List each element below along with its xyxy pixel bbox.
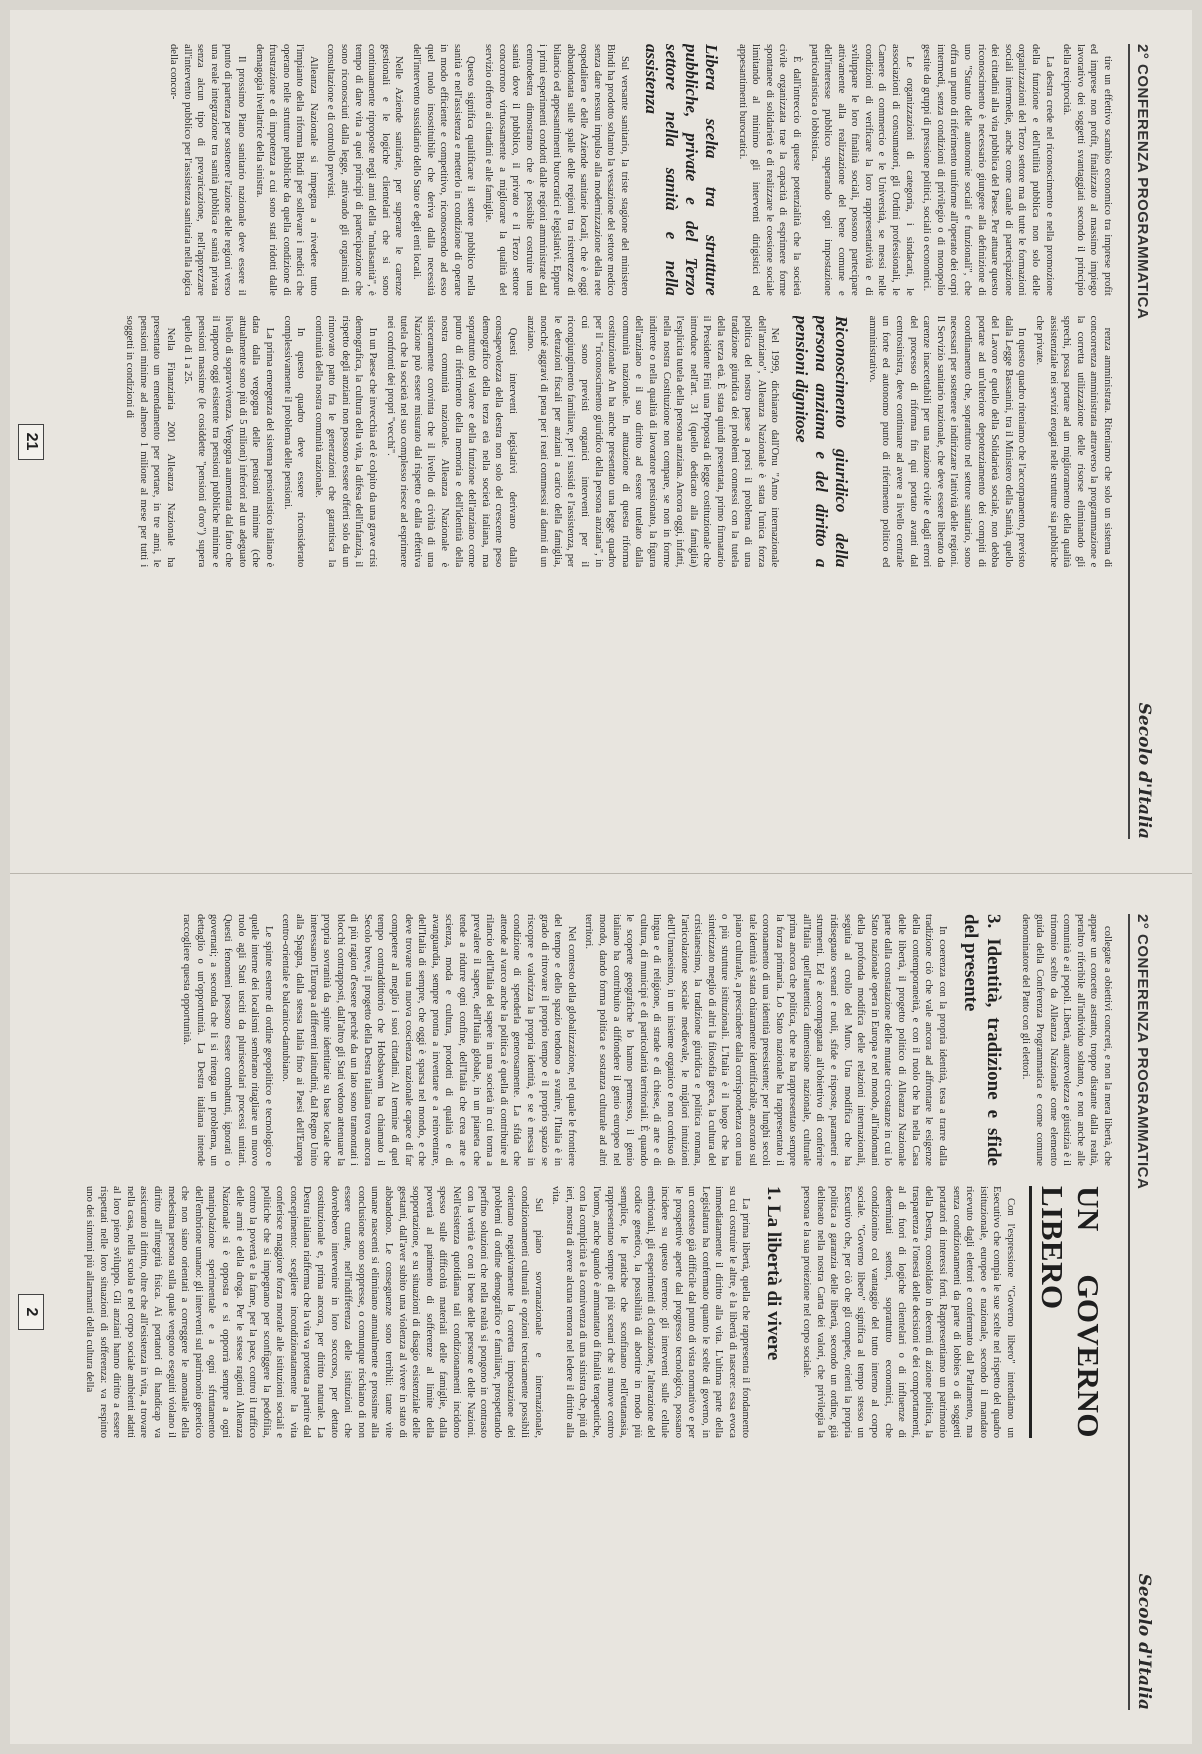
paragraph: Nelle Aziende sanitarie, per superare le carenze gestionali e le logiche clientelari che si sono continuamente riproposte negli anni della "malasanità", è tempo di dare vita a quei principi di partecipazione che sono riconosciuti dalla legge, attivando gli organismi di consultazione e di controllo previsti. <box>325 44 405 296</box>
paragraph: È dall'intreccio di queste potenzialità che la società civile organizzata trae la capacità di esprimere forme spontanee di solidarietà e di realizzare le coesione sociale limitando al minimo gli interventi dirigistici ed appesantimenti burocratici. <box>736 44 802 296</box>
paragraph: Sul piano sovranazionale e internazionale, condizionamenti culturali e opzioni tecnicamente possibili orientano negativamente la corretta impostazione dei problemi di ordine demografico e familiare, prospettando perfino soluzioni che nella realtà si pongono in contrasto con la verità e con il bene delle persone e delle Nazioni. Nell'esistenza quotidiana tali condizionamenti incidono spesso sulle difficoltà materiali delle famiglie, dalla povertà al patimento di sofferenze al limite della sopportazione, e su situazioni di disagio esistenziale delle gestanti, dall'aver subìto una violenza al vivere in stato di abbandono. Le conseguenze sono terribili: tante vite umane nascenti si eliminano annualmente e prossime alla conclusione sono soppresse, o comunque rischiano di non essere curate, nell'indifferenza delle istituzioni che dovrebbero intervenire in loro soccorso, per dettato costituzionale e, prima ancora, per diritto naturale. La Destra italiana riafferma che la vita va protetta a partire dal concepimento: scegliere incondizionatamente la vita conferisce maggiore forza morale alle istituzioni sociali e politiche che si impegnano per sconfiggere la pedofilia, contro la povertà e la fame, per la pace, contro il traffico delle armi e della droga. Per le stesse ragioni Alleanza Nazionale si è opposta e si opporrà sempre a ogni manipolazione sperimentale e a ogni sfruttamento dell'embrione umano: gli interventi sul patrimonio genetico che non siano orientati a correggere le anomalie della medesima persona sulla quale vengono eseguiti violano il diritto all'integrità fisica. Ai portatori di handicap va assicurato il diritto, oltre che all'esistenza in vita, a trovare nella casa, nella scuola e nel corpo sociale ambienti adatti al loro pieno sviluppo. Gli anziani hanno diritto a essere rispettati nelle loro situazioni di sofferenza: va respinto uno dei sintomi più allarmanti della cultura della <box>84 1186 544 1438</box>
section-label: 2° CONFERENZA PROGRAMMATICA <box>1134 914 1151 1190</box>
scanned-sheet <box>10 10 1192 1744</box>
paragraph: In questo quadro riteniamo che l'accorpamento, previsto dalla Legge Bassanini, tra il Ministero della Sanità, quello del Lavoro e quello della Solidarietà sociale, non debba portare ad un'ulteriore depotenziamento dei compiti di coordinamento che, soprattutto nel settore sanitario, sono necessari per sostenere e indirizzare l'attività delle regioni. Il Servizio sanitario nazionale, che deve essere liberato da carenze inaccettabili per una nazione civile e dagli errori del processo di riforma fin qui portato avanti dal centrosinistra, deve continuare ad avere a livello centrale un forte ed autonomo punto di riferimento politico ed amministrativo. <box>866 315 1028 568</box>
paragraph: Nel contesto della globalizzazione, nel quale le frontiere del tempo e dello spazio tendono a svanire, l'Italia è in grado di ritrovare il proprio tempo e il proprio spazio se riscopre e valorizza la propria identità, e se è messa in condizione di spenderla generosamente. La sfida che attende al varco anche la politica è quella di contribuire al rilancio dell'Italia del sapere in una società in cui torna a prevalere il sapere, dell'Italia globale, in un pianeta che tende a ridurre ogni confine, dell'Italia che crea arte e scienza, moda e cultura, prodotti di qualità e di avanguardia, sempre pronta a inventare e a reinventare, dell'Italia di sempre, che oggi è sparsa nel mondo, e che deve trovare una nuova coscienza nazionale capace di far competere al meglio i suoi cittadini. Al termine di quel tempo contraddittorio che Hobsbawm ha chiamato il Secolo breve, il progetto della Destra italiana trova ancora di più ragion d'essere perché da un lato sono tramontati i blocchi contrapposti, dall'altro gli Stati vedono attenuare la propria sovranità da spinte identitarie su base locale che interessano l'Europa a differenti latitudini, dal Regno Unito alla Spagna, dalla stessa Italia fino ai Paesi dell'Europa centro-orientale e balcanico-danubiano. <box>280 914 577 1166</box>
paragraph: Nel 1999, dichiarato dall'Onu "Anno internazionale dell'anziano", Alleanza Nazionale è stata l'unica forza politica del nostro paese a porsi il problema di una tradizione giuridica dei problemi connessi con la tutela della terza età. È stata quindi presentata, primo firmatario il Presidente Fini una Proposta di legge costituzionale che introduce nell'art. 31 (quello dedicato alla famiglia) l'esplicita tutela della persona anziana. Ancora oggi, infatti, nella nostra Costituzione non compare, se non in forme indirette o nella qualità di lavoratore pensionato, la figura dell'anziano e il suo diritto ad essere tutelato dalla comunità nazionale. In attuazione di questa riforma costituzionale An ha anche presentato una legge quadro per il "riconoscimento giuridico della persona anziana", in cui sono previsti organici interventi per il ricongiungimento familiare, per i sussidi e l'assistenza, per le detrazioni fiscali per anziani a carico della famiglia, nonché aggravi di pena per i reati commessi ai danni di un anziano. <box>524 315 781 568</box>
section-heading: 3. Identità, tradizione e sfide del presente <box>959 914 1004 1166</box>
paragraph: Il prossimo Piano sanitario nazionale deve essere il punto di partenza per sostenere l'azione delle regioni verso una reale integrazione tra sanità pubblica e sanità privata senza alcun tipo di prevaricazione, nell'apprezzare all'intervento pubblico per l'assistenza sanitaria nella logica della concor- <box>167 44 247 296</box>
page-number: 2 <box>18 1294 44 1330</box>
paragraph: Questi interventi legislativi derivano dalla consapevolezza della destra non solo del crescente peso demografico della terza età nella società italiana, ma soprattutto del valore e della funzione dell'anziano come punto di riferimento della memoria e dell'identità della nostra comunità nazionale. Alleanza Nazionale è sinceramente convinta che il livello di civiltà di una Nazione può essere misurato dal rispetto e dalla effettiva tutela che la società nel suo complesso riesce ad esprimere nei confronti dei propri "vecchi". <box>384 315 519 568</box>
text-columns <box>74 44 1114 839</box>
paragraph: renza amministrata. Riteniamo che solo un sistema di concorrenza amministrata attraverso la programmazione e la corretta utilizzazione delle risorse eliminando gli sprechi, possa portare ad un miglioramento della qualità assistenziale nei servizi erogati nelle strutture sia pubbliche che private. <box>1034 315 1113 568</box>
paragraph: Nella Finanziaria 2001 Alleanza Nazionale ha presentato un emendamento per portare, in tre anni, le pensioni minime ad almeno 1 milione al mese per tutti i soggetti in condizioni di <box>124 315 176 568</box>
paragraph: In questo quadro deve essere riconsiderato complessivamente il problema delle pensioni. <box>281 315 307 568</box>
paragraph: In un Paese che invecchia ed è colpito da una grave crisi demografica, la cultura della vita, la difesa dell'infanzia, il rispetto degli anziani non possono essere offerti solo da un rinnovato patto fra le generazioni che garantisca la continuità della nostra comunità nazionale. <box>312 315 379 568</box>
section-heading: 1. La libertà di vivere <box>763 1186 785 1361</box>
column-2 <box>74 316 1114 568</box>
paragraph: In coerenza con la propria identità, tesa a trarre dalla tradizione ciò che vale ancora ad affrontare le esigenze della contemporaneità, e con il ruolo che ha nella Casa delle libertà, il progetto politico di Alleanza Nazionale parte dalla constatazione delle mutate circostanze in cui lo Stato nazionale opera in Europa e nel mondo, all'indomani della profonda modifica delle relazioni internazionali, seguita al crollo del Muro. Una modifica che ha ridisegnato scenari e ruoli, sfide e risposte, parametri e strumenti. Ed è accompagnata all'obiettivo di conferire all'Italia quell'autentica dimensione nazionale, culturale prima ancora che politica, che ne ha rappresentato sempre la forza primaria. Lo Stato nazionale ha rappresentato il coronamento di una identità preesistente; per lunghi secoli tale identità è stata chiaramente identificabile, ancorato sul piano culturale, a prescindere dalla corrispondenza con una o più strutture istituzionali. L'Italia è il luogo che ha sintetizzato meglio di altri la filosofia greca, la cultura del cristianesimo, la tradizione giuridica e politica romana, l'articolazione sociale medievale, le migliori intuizioni dell'Umanesimo, in un insieme organico e non confuso di lingua e di religione, di strade e di chiese, di arte e di cultura, di municipi e di particolarità territoriali. È quando le scoperte geografiche lo hanno permesso, il genio italiano ha contribuito a diffondere il genio europeo nel mondo, dando forma politica e sostanza culturale ad altri territori. <box>583 914 948 1166</box>
newspaper-logo: Secolo d'Italia <box>1134 1573 1154 1710</box>
text-columns <box>74 914 1114 1710</box>
paragraph: La destra crede nel riconoscimento e nella promozione della funzione e dell'utilità pubblica non solo delle organizzazioni del Terzo settore ma di tutte le formazioni sociali intermedie, anche come canale di partecipazione dei cittadini alla vita pubblica del Paese. Per attuare questo riconoscimento è necessario giungere alla definizione di uno "Statuto delle autonomie sociali e funzionali", che offra un punto di riferimento uniforme all'operato dei corpi intermedi, senza condizioni di privilegio o di monopolio gestite da gruppi di pressione politici, sociali o economici. <box>921 44 1055 296</box>
article-title: UN GOVERNO LIBERO <box>1029 1186 1106 1438</box>
section-label: 2° CONFERENZA PROGRAMMATICA <box>1134 44 1151 320</box>
column-2 <box>74 1186 1114 1438</box>
paragraph: Con l'espressione "Governo libero" intendiamo un Esecutivo che compia le sue scelte nel rispetto del quadro istituzionale, europeo e nazionale, secondo il mandato ricevuto dagli elettori e confermato dal Parlamento, ma senza condizionamenti da parte di lobbies o di soggetti portatori di interessi forti. Rappresentiamo un patrimonio della Destra, consolidato in decenni di azione politica, la trasparenza e l'onestà delle decisioni e dei comportamenti, al di fuori di logiche clientelari o di influenze di determinati settori, soprattutto economici, che condizionino col vantaggio del tutto interno al corpo sociale. "Governo libero" significa al tempo stesso un Esecutivo che, per ciò che gli compete, orienti la propria politica a garanzia delle libertà, secondo un ordine, già delineato nella nostra Carta dei valori, che privilegia la persona e la sua proiezione nel corpo sociale. <box>801 1186 1016 1438</box>
running-header-left <box>1128 44 1154 839</box>
paragraph: collegate a obiettivi concreti, e non la mera libertà, che appare un concetto astratto, troppo distante dalla realtà, peraltro riferibile all'individuo soltanto, e non anche alle comunità e ai popoli. Libertà, autorevolezza e giustizia è il trinomio scelto da Alleanza Nazionale come elemento guida della Conferenza Programmatica e come comune denominatore del Patto con gli elettori. <box>1020 914 1113 1166</box>
paragraph: La prima emergenza del sistema pensionistico italiano è data dalla vergogna delle pensioni minime (che attualmente sono più di 5 milioni) inferiori ad un adeguato livello di sopravvivenza. Vergogna aumentata dal fatto che il rapporto oggi esistente tra pensioni pubbliche minime e pensioni massime (le cosiddette "pensioni d'oro") supera quello di 1 a 25. <box>182 315 275 568</box>
paragraph: La prima libertà, quella che rappresenta il fondamento su cui costruire le altre, è la libertà di nascere: essa evoca immediatamente il diritto alla vita. L'ultima parte della Legislatura ha confermato quanto le scelte di governo, in un contesto già difficile dal punto di vista normativo e per le prospettive aperte dal progresso tecnologico, possano incidere su questo terreno: gli interventi sulle cellule embrionali, gli esperimenti di clonazione, l'alterazione del codice genetico, la possibilità di abortire in modo più semplice, le pratiche che sconfinano nell'eutanasia, rappresentano sempre di più scenari che si muove contro l'uomo, anche quando è ammantato di finalità terapeutiche, con la complicità e la connivenza di una sinistra che, più di ieri, mostra di avere alcuna remora nel ledere il diritto alla vita. <box>550 1186 752 1438</box>
newspaper-logo: Secolo d'Italia <box>1134 702 1154 839</box>
column-3 <box>74 1458 1114 1710</box>
running-header-right <box>1128 914 1154 1710</box>
paragraph: tire un effettivo scambio economico tra imprese profit ed imprese non profit, finalizzato al massimo impiego lavorativo dei soggetti svantaggiati secondo il principio della reciprocità. <box>1061 44 1113 296</box>
column-1 <box>74 44 1114 296</box>
subheading: Libera scelta tra strutture pubbliche, private e del Terzo settore nella sanità e nella assistenza <box>641 44 721 296</box>
subheading: Riconoscimento giuridico della persona anziana e del diritto a pensioni dignitose <box>792 315 852 568</box>
page-number: 21 <box>18 424 44 460</box>
paragraph: Alleanza Nazionale si impegna a rivedere tutto l'impianto della riforma Bindi per sollevare i medici che operano nelle strutture pubbliche da quella condizione di frustrazione e di impotenza a cui sono stati ridotti dalle demagogia livellatrice della sinistra. <box>253 44 319 296</box>
paragraph: Sul versante sanitario, la triste stagione del ministero Bindi ha prodotto soltanto la vessazione del settore medico senza dare nessun impulso alla modernizzazione della rete ospedaliera e delle Aziende sanitarie locali, che è oggi abbandonata sulle spalle delle regioni tra ristrettezze di bilancio ed appesantimenti burocratici e legislativi. Eppure i primi esperimenti condotti dalle regioni amministrate dal centrodestra dimostrano che è possibile costruire una sanità dove il pubblico, il privato e il Terzo settore concorrono virtuosamente a migliorare la qualità del servizio offerto ai cittadini e alle famiglie. <box>483 44 630 296</box>
paragraph: Questo significa qualificare il settore pubblico nella sanità e nell'assistenza e metterlo in condizione di operare in modo efficiente e competitivo, riconoscendo ad esso quel ruolo insostituibile che deriva dalla necessità dell'intervento sussidiario dello Stato e degli enti locali. <box>411 44 477 296</box>
column-3 <box>74 587 1114 839</box>
paragraph: Le organizzazioni di categoria, i sindacati, le associazioni di consumatori, gli Ordini professionali, le Camere di commercio e le Università, se messi nelle condizioni di verificare la loro rappresentatività e di sviluppare le loro finalità sociali, possono partecipare attivamente alla realizzazione del bene comune e dell'interesse pubblico superando ogni impostazione particolaristica o lobbistica. <box>808 44 915 296</box>
page-2 <box>10 880 1192 1744</box>
newspaper-spread <box>10 10 1192 1744</box>
column-1 <box>74 914 1114 1166</box>
page-21 <box>10 10 1192 874</box>
paragraph: Le spinte esterne di ordine geopolitico e tecnologico e quelle interne dei localismi sembrano ritagliare un nuovo ruolo agli Stati usciti da plurisecolari processi unitari. Questi fenomeni possono essere combattuti, ignorati o governati; a seconda che li si ritenga un problema, un dettaglio o un'opportunità. La Destra italiana intende raccogliere questa opportunità. <box>181 914 274 1166</box>
